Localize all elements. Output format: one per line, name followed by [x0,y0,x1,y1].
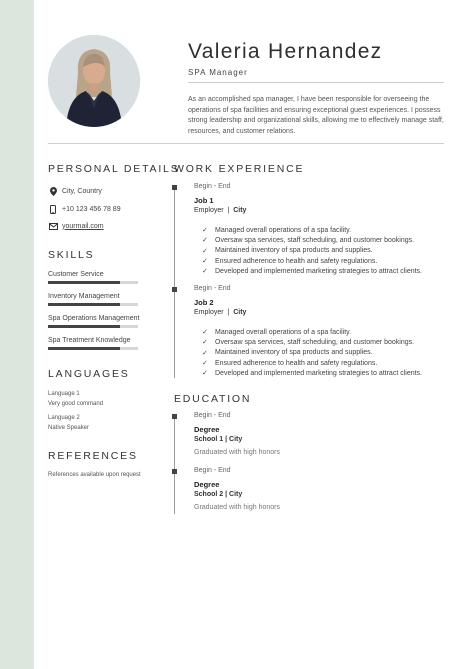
duty-item [202,256,444,266]
job-city: City [233,309,247,316]
work-experience-heading: WORK EXPERIENCE [174,163,305,175]
education-dates: Begin - End [194,467,231,474]
duty-item [202,368,444,378]
duty-item [202,358,444,368]
checkmark-icon: ✓ [202,258,208,266]
contact-location [48,186,102,196]
job-employer-line [194,309,444,320]
personal-details-heading: PERSONAL DETAILS [48,163,180,175]
candidate-name: Valeria Hernandez [188,40,383,63]
skill-level-bar [48,281,138,284]
location-pin-icon [48,186,58,196]
language-item [48,414,89,433]
education-timeline [174,414,175,514]
timeline-marker [172,185,177,190]
education-note: Graduated with high honors [194,449,280,456]
checkmark-icon: ✓ [202,349,208,357]
checkmark-icon: ✓ [202,247,208,255]
education-degree: Degree [194,425,220,434]
education-school-line [194,491,444,502]
timeline-marker [172,287,177,292]
profile-summary: As an accomplished spa manager, I have been responsible for overseeing the operations of spa facilities and ensuring exceptional guest experiences. I possess strong leadership and organizational skills, allowing me to effectively manage staff, resources, and customer relations. [188,96,444,135]
checkmark-icon: ✓ [202,237,208,245]
job-duties [202,327,444,378]
references-heading: REFERENCES [48,450,138,462]
education-note: Graduated with high honors [194,504,280,511]
education-city: City [229,491,243,498]
references-text: References available upon request [48,472,141,478]
duty-text: Oversaw spa services, staff scheduling, and customer bookings. [215,338,415,346]
skill-level-fill [48,303,120,306]
contact-phone [48,204,121,214]
job-entry [194,285,444,378]
duty-item [202,348,444,358]
separator: | [223,309,234,316]
duty-text: Maintained inventory of spa products and supplies. [215,349,373,357]
language-name: Language 2 [48,415,80,421]
duty-text: Developed and implemented marketing strategies to attract clients. [215,267,422,275]
duty-text: Managed overall operations of a spa facility. [215,226,352,234]
separator: | [223,436,230,443]
job-dates: Begin - End [194,285,231,292]
phone-icon [48,204,58,214]
skill-item [48,293,138,306]
phone-text: +10 123 456 78 89 [62,205,121,213]
duty-text: Oversaw spa services, staff scheduling, and customer bookings. [215,236,415,244]
duty-text: Managed overall operations of a spa facility. [215,328,352,336]
envelope-icon [48,221,58,231]
timeline-marker [172,469,177,474]
duty-text: Ensured adherence to health and safety regulations. [215,257,378,265]
separator: | [223,491,230,498]
email-link[interactable]: yourmail.com [62,222,104,230]
skill-item [48,337,138,350]
skills-heading: SKILLS [48,249,95,261]
duty-item [202,246,444,256]
education-degree: Degree [194,480,220,489]
job-dates: Begin - End [194,183,231,190]
job-city: City [233,207,247,214]
duty-item [202,337,444,347]
duty-text: Maintained inventory of spa products and supplies. [215,247,373,255]
skill-item [48,271,138,284]
skill-level-fill [48,325,120,328]
duty-item [202,266,444,276]
checkmark-icon: ✓ [202,360,208,368]
checkmark-icon: ✓ [202,227,208,235]
duty-item [202,235,444,245]
skill-level-bar [48,325,138,328]
checkmark-icon: ✓ [202,268,208,276]
education-school: School 1 [194,436,224,443]
languages-heading: LANGUAGES [48,368,130,380]
language-name: Language 1 [48,391,80,397]
skill-label: Customer Service [48,271,104,278]
education-heading: EDUCATION [174,393,252,405]
checkmark-icon: ✓ [202,339,208,347]
divider [188,82,444,83]
divider [48,143,444,144]
separator: | [223,207,234,214]
skill-level-bar [48,303,138,306]
job-employer-line [194,207,444,218]
work-timeline [174,186,175,378]
education-city: City [229,436,243,443]
skill-level-fill [48,281,120,284]
job-title: Job 2 [194,298,214,307]
job-duties [202,225,444,276]
timeline-marker [172,414,177,419]
language-level: Native Speaker [48,424,90,431]
education-entry [194,412,444,460]
duty-text: Developed and implemented marketing strategies to attract clients. [215,369,422,377]
location-text: City, Country [62,187,102,195]
duty-item [202,327,444,337]
skill-label: Spa Operations Management [48,315,140,322]
education-dates: Begin - End [194,412,231,419]
job-entry [194,183,444,276]
skill-label: Inventory Management [48,293,120,300]
skill-item [48,315,138,328]
duty-item [202,225,444,235]
job-title: Job 1 [194,196,214,205]
language-level: Very good command [48,400,104,407]
skill-level-fill [48,347,120,350]
decorative-side-strip [0,0,34,669]
education-school-line [194,436,444,447]
job-employer: Employer [194,309,224,316]
profile-photo [48,35,140,127]
language-item [48,390,103,409]
checkmark-icon: ✓ [202,329,208,337]
skill-label: Spa Treatment Knowledge [48,337,131,344]
checkmark-icon: ✓ [202,370,208,378]
skill-level-bar [48,347,138,350]
education-entry [194,467,444,515]
candidate-role: SPA Manager [188,68,248,77]
job-employer: Employer [194,207,224,214]
contact-email [48,221,104,231]
duty-text: Ensured adherence to health and safety regulations. [215,359,378,367]
education-school: School 2 [194,491,224,498]
